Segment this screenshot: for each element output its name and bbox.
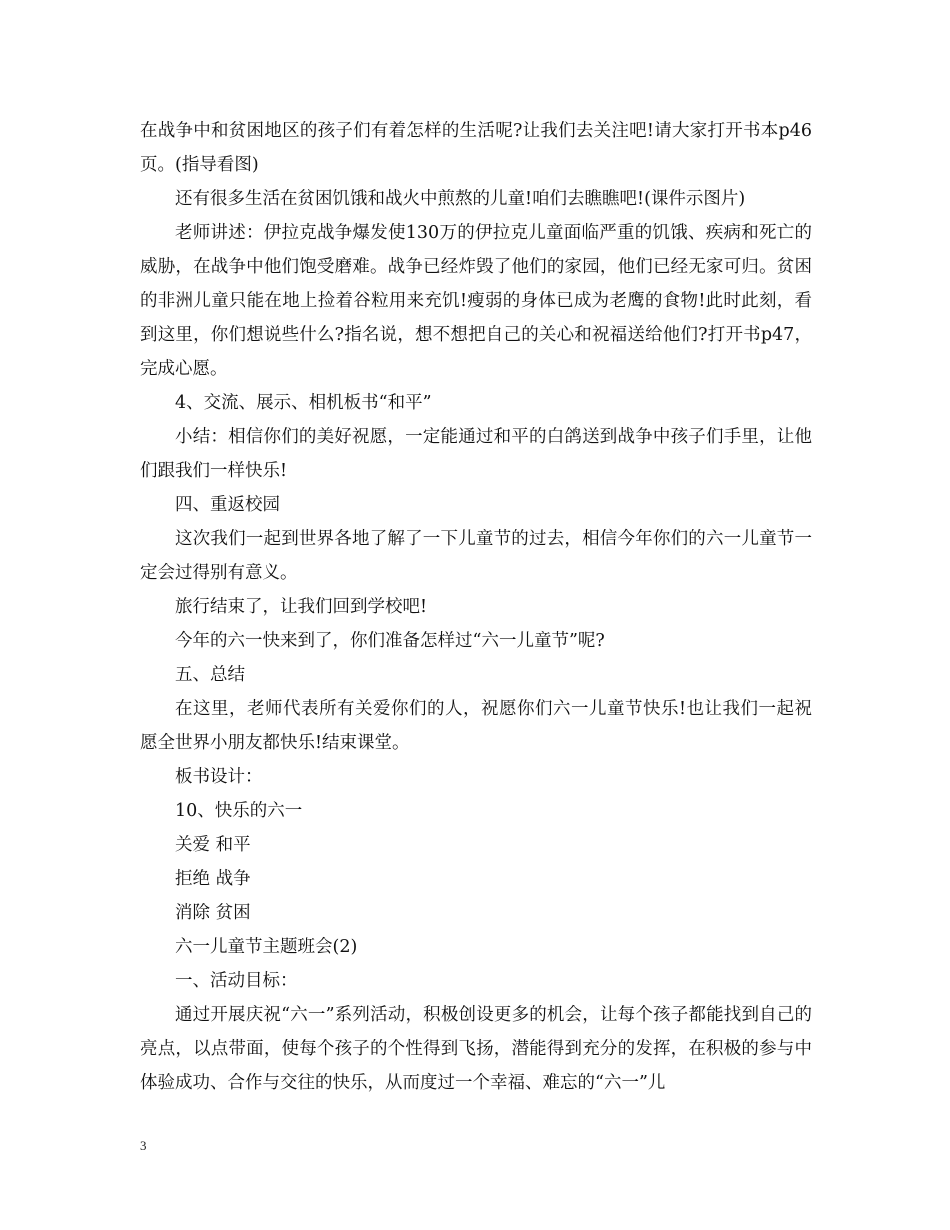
section-heading: 五、总结: [175, 665, 245, 685]
paragraph: 还有很多生活在贫困饥饿和战火中煎熬的儿童!咱们去瞧瞧吧!(课件示图片): [175, 189, 746, 209]
paragraph: 这次我们一起到世界各地了解了一下儿童节的过去，相信今年你们的六一儿童节一定会过得别有意义。: [140, 529, 812, 583]
paragraph: 4、交流、展示、相机板书“和平”: [175, 393, 432, 413]
paragraph: 今年的六一快来到了，你们准备怎样过“六一儿童节”呢?: [175, 631, 605, 651]
paragraph: 在这里，老师代表所有关爱你们的人，祝愿你们六一儿童节快乐!也让我们一起祝愿全世界小朋友都快乐!结束课堂。: [140, 699, 812, 753]
paragraph: 在战争中和贫困地区的孩子们有着怎样的生活呢?让我们去关注吧!请大家打开书本p46页。(指导看图): [140, 121, 812, 175]
page-body: [140, 114, 812, 1100]
paragraph: 通过开展庆祝“六一”系列活动，积极创设更多的机会，让每个孩子都能找到自己的亮点，以点带面，使每个孩子的个性得到飞扬，潜能得到充分的发挥，在积极的参与中体验成功、合作与交往的快乐，从而度过一个幸福、难忘的“六一”儿: [140, 1005, 812, 1093]
paragraph: 关爱 和平: [175, 835, 251, 855]
paragraph: 板书设计：: [175, 767, 263, 787]
paragraph: 小结：相信你们的美好祝愿，一定能通过和平的白鸽送到战争中孩子们手里，让他们跟我们一样快乐!: [140, 427, 812, 481]
paragraph: 10、快乐的六一: [175, 801, 303, 821]
paragraph: 拒绝 战争: [175, 869, 251, 889]
section-heading: 六一儿童节主题班会(2): [175, 937, 358, 957]
paragraph: 旅行结束了，让我们回到学校吧!: [175, 597, 428, 617]
section-heading: 一、活动目标：: [175, 971, 298, 991]
paragraph: 消除 贫困: [175, 903, 251, 923]
section-heading: 四、重返校园: [175, 495, 280, 515]
page-number: 3: [140, 1138, 147, 1153]
paragraph: 老师讲述：伊拉克战争爆发使130万的伊拉克儿童面临严重的饥饿、疾病和死亡的威胁，在战争中他们饱受磨难。战争已经炸毁了他们的家园，他们已经无家可归。贫困的非洲儿童只能在地上捡着谷粒用来充饥!瘦弱的身体已成为老鹰的食物!此时此刻，看到这里，你们想说些什么?指名说，想不想把自己的关心和祝福送给他们?打开书p47，完成心愿。: [140, 223, 812, 379]
